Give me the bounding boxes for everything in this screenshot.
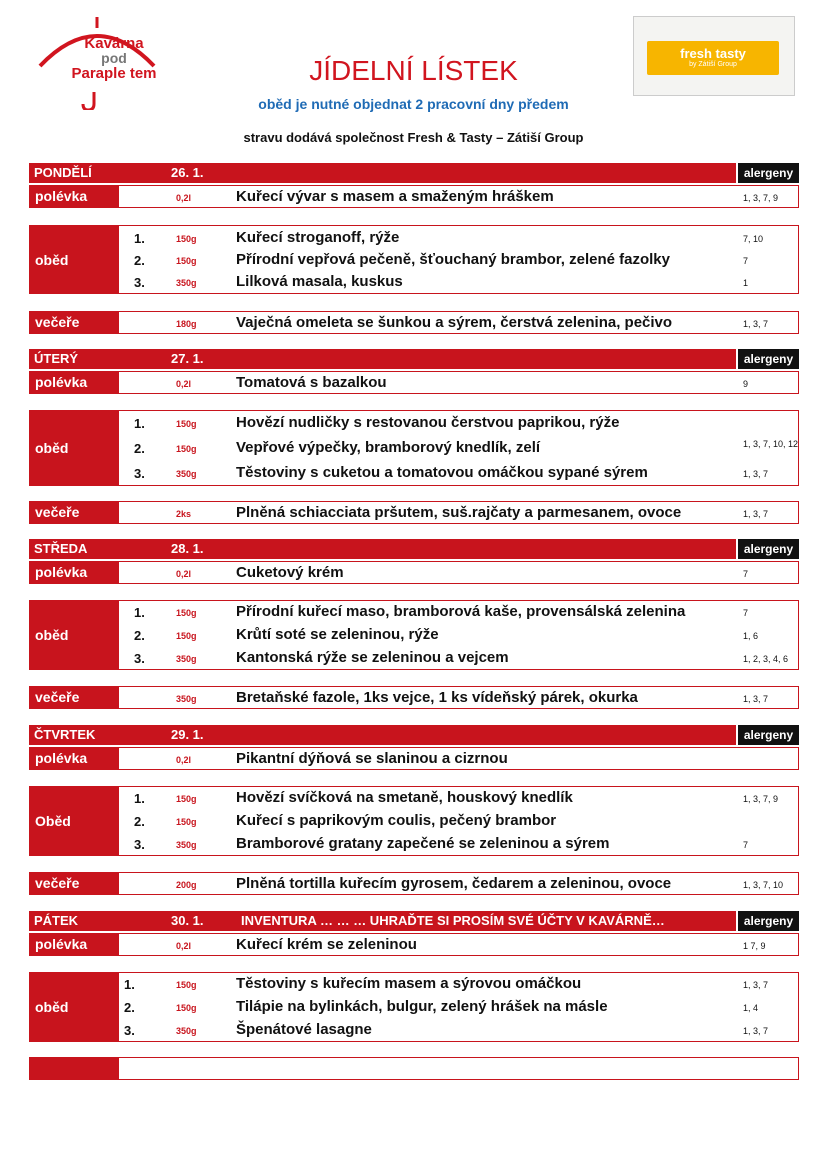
- allergen-codes: 7: [743, 608, 749, 618]
- empty-row-friday: [29, 1057, 799, 1080]
- portion: 150g: [176, 234, 197, 244]
- portion: 150g: [176, 1003, 197, 1013]
- dish-name: Bretaňské fazole, 1ks vejce, 1 ks vídeňský párek, okurka: [236, 689, 638, 706]
- dish-name: Špenátové lasagne: [236, 1021, 372, 1038]
- dish-name: Kuřecí stroganoff, rýže: [236, 229, 400, 246]
- day-note: INVENTURA … … … UHRAĎTE SI PROSÍM SVÉ ÚČTY V KAVÁRNĚ…: [241, 913, 665, 928]
- allergens-header: alergeny: [738, 725, 799, 745]
- partner-sub: by Zátiší Group: [689, 61, 737, 68]
- portion: 2ks: [176, 509, 192, 519]
- dish-name: Kuřecí krém se zeleninou: [236, 936, 417, 953]
- portion: 350g: [176, 654, 197, 664]
- dish-name: Hovězí svíčková na smetaně, houskový knedlík: [236, 789, 573, 806]
- list-item: [30, 1019, 798, 1041]
- dish-name: Vaječná omeleta se šunkou a sýrem, čerstvá zelenina, pečivo: [236, 314, 673, 331]
- item-number: 2.: [134, 253, 145, 268]
- item-number: 3.: [134, 466, 145, 481]
- portion: 0,2l: [176, 755, 192, 765]
- list-item: [30, 412, 798, 434]
- order-note: oběd je nutné objednat 2 pracovní dny předem: [258, 96, 569, 112]
- item-number: 1.: [134, 605, 145, 620]
- dish-name: Plněná tortilla kuřecím gyrosem, čedarem a zeleninou, ovoce: [236, 875, 672, 892]
- day-name: PONDĚLÍ: [34, 165, 92, 180]
- item-number: 1.: [134, 231, 145, 246]
- portion: 200g: [176, 880, 197, 890]
- lunch-block-friday: [29, 972, 799, 1042]
- item-number: 3.: [124, 1023, 135, 1038]
- item-number: 2.: [124, 1000, 135, 1015]
- dinner-row-wednesday: [29, 686, 799, 709]
- day-header-friday: [29, 911, 799, 931]
- dish-name: Cuketový krém: [236, 564, 344, 581]
- item-number: 1.: [134, 791, 145, 806]
- lunch-block-monday: [29, 225, 799, 294]
- portion: 0,2l: [176, 193, 192, 203]
- portion: 150g: [176, 419, 197, 429]
- list-item: [30, 647, 798, 669]
- lunch-label: oběd: [30, 226, 119, 293]
- day-bar: [29, 163, 736, 183]
- list-item: [30, 624, 798, 646]
- dish-name: Kantonská rýže se zeleninou a vejcem: [236, 649, 509, 666]
- dinner-label: večeře: [30, 687, 119, 708]
- list-item: [30, 462, 798, 484]
- allergens-header: alergeny: [738, 163, 799, 183]
- dinner-label: večeře: [30, 502, 119, 523]
- portion: 350g: [176, 278, 197, 288]
- list-item: [30, 249, 798, 271]
- allergen-codes: 1, 3, 7: [743, 469, 769, 479]
- allergen-codes: 1, 3, 7: [743, 1026, 769, 1036]
- day-bar: [29, 539, 736, 559]
- lunch-block-tuesday: [29, 410, 799, 486]
- allergen-codes: 1, 3, 7: [743, 980, 769, 990]
- list-item: [30, 810, 798, 832]
- portion: 180g: [176, 319, 197, 329]
- dish-name: Bramborové gratany zapečené se zeleninou a sýrem: [236, 835, 610, 852]
- soup-label: polévka: [30, 562, 119, 583]
- soup-row-tuesday: [29, 371, 799, 394]
- list-item: [30, 227, 798, 249]
- dish-name: Hovězí nudličky s restovanou čerstvou paprikou, rýže: [236, 414, 620, 431]
- item-number: 1.: [124, 977, 135, 992]
- dish-name: Těstoviny s kuřecím masem a sýrovou omáčkou: [236, 975, 582, 992]
- soup-label: polévka: [30, 186, 119, 207]
- day-bar: [29, 725, 736, 745]
- portion: 150g: [176, 256, 197, 266]
- allergen-codes: 7: [743, 840, 749, 850]
- day-date: 26. 1.: [171, 165, 204, 180]
- lunch-block-wednesday: [29, 600, 799, 670]
- allergen-codes: 9: [743, 379, 749, 389]
- allergen-codes: 1 7, 9: [743, 941, 766, 951]
- page-title: JÍDELNÍ LÍSTEK: [309, 55, 518, 86]
- logo-line-3: Paraple tem: [71, 65, 157, 82]
- dish-name: Krůtí soté se zeleninou, rýže: [236, 626, 439, 643]
- portion: 350g: [176, 469, 197, 479]
- dish-name: Přírodní kuřecí maso, bramborová kaše, provensálská zelenina: [236, 603, 686, 620]
- dinner-row-tuesday: [29, 501, 799, 524]
- dish-name: Lilková masala, kuskus: [236, 273, 403, 290]
- allergen-codes: 1, 3, 7: [743, 319, 769, 329]
- allergen-codes: 7, 10: [743, 234, 764, 244]
- lunch-label: Oběd: [30, 787, 119, 855]
- portion: 150g: [176, 631, 197, 641]
- day-date: 29. 1.: [171, 727, 204, 742]
- day-bar: [29, 349, 736, 369]
- allergen-codes: 1, 3, 7, 9: [743, 193, 779, 203]
- dinner-label: večeře: [30, 312, 119, 333]
- allergen-codes: 1, 3, 7, 10: [743, 880, 784, 890]
- lunch-label: oběd: [30, 601, 119, 669]
- list-item: [30, 996, 798, 1018]
- item-number: 2.: [134, 628, 145, 643]
- day-header-thursday: [29, 725, 799, 745]
- portion: 150g: [176, 444, 197, 454]
- dish-name: Tilápie na bylinkách, bulgur, zelený hrášek na másle: [236, 998, 608, 1015]
- list-item: [30, 601, 798, 623]
- allergen-codes: 1: [743, 278, 749, 288]
- list-item: [30, 787, 798, 809]
- item-number: 3.: [134, 275, 145, 290]
- portion: 350g: [176, 840, 197, 850]
- partner-name: fresh tasty: [680, 46, 746, 61]
- day-header-monday: [29, 163, 799, 183]
- item-number: 2.: [134, 441, 145, 456]
- dish-name: Tomatová s bazalkou: [236, 374, 387, 391]
- day-date: 30. 1.: [171, 913, 204, 928]
- day-header-wednesday: [29, 539, 799, 559]
- day-name: STŘEDA: [34, 541, 88, 556]
- allergen-codes: 7: [743, 256, 749, 266]
- item-number: 3.: [134, 837, 145, 852]
- dish-name: Kuřecí vývar s masem a smaženým hráškem: [236, 188, 554, 205]
- portion: 0,2l: [176, 941, 192, 951]
- allergens-header: alergeny: [738, 349, 799, 369]
- portion: 150g: [176, 608, 197, 618]
- allergen-codes: 7: [743, 569, 749, 579]
- dinner-row-monday: [29, 311, 799, 334]
- day-bar: [29, 911, 736, 931]
- portion: 350g: [176, 694, 197, 704]
- allergens-header: alergeny: [738, 539, 799, 559]
- allergens-header: alergeny: [738, 911, 799, 931]
- soup-label: polévka: [30, 748, 119, 769]
- list-item: [30, 833, 798, 855]
- portion: 0,2l: [176, 569, 192, 579]
- soup-row-wednesday: [29, 561, 799, 584]
- day-date: 28. 1.: [171, 541, 204, 556]
- portion: 150g: [176, 794, 197, 804]
- dish-name: Kuřecí s paprikovým coulis, pečený brambor: [236, 812, 557, 829]
- lunch-block-thursday: [29, 786, 799, 856]
- item-number: 2.: [134, 814, 145, 829]
- allergen-codes: 1, 3, 7: [743, 509, 769, 519]
- day-date: 27. 1.: [171, 351, 204, 366]
- allergen-codes: 1, 3, 7: [743, 694, 769, 704]
- supplier-note: stravu dodává společnost Fresh & Tasty – Zátiší Group: [243, 130, 584, 145]
- soup-row-thursday: [29, 747, 799, 770]
- day-name: ČTVRTEK: [34, 727, 96, 742]
- list-item: [30, 271, 798, 293]
- list-item: [30, 973, 798, 995]
- dinner-label: večeře: [30, 873, 119, 894]
- dish-name: Těstoviny s cuketou a tomatovou omáčkou sypané sýrem: [236, 464, 648, 481]
- lunch-label: oběd: [30, 973, 119, 1041]
- allergen-codes: 1, 3, 7, 9: [743, 794, 779, 804]
- soup-label: polévka: [30, 934, 119, 955]
- logo-line-1: Kavárna: [84, 35, 144, 52]
- allergen-codes: 1, 4: [743, 1003, 759, 1013]
- dinner-row-thursday: [29, 872, 799, 895]
- dish-name: Přírodní vepřová pečeně, šťouchaný brambor, zelené fazolky: [236, 251, 670, 268]
- dish-name: Pikantní dýňová se slaninou a cizrnou: [236, 750, 508, 767]
- day-header-tuesday: [29, 349, 799, 369]
- dish-name: Vepřové výpečky, bramborový knedlík, zelí: [236, 439, 541, 456]
- soup-label: polévka: [30, 372, 119, 393]
- portion: 150g: [176, 817, 197, 827]
- day-name: ÚTERÝ: [34, 351, 79, 366]
- item-number: 3.: [134, 651, 145, 666]
- day-name: PÁTEK: [34, 913, 79, 928]
- logo-line-2: pod: [101, 50, 127, 66]
- portion: 0,2l: [176, 379, 192, 389]
- list-item: [30, 437, 798, 459]
- lunch-label: oběd: [30, 411, 119, 485]
- portion: 350g: [176, 1026, 197, 1036]
- portion: 150g: [176, 980, 197, 990]
- soup-row-monday: [29, 185, 799, 208]
- dish-name: Plněná schiacciata pršutem, suš.rajčaty a parmesanem, ovoce: [236, 504, 682, 521]
- item-number: 1.: [134, 416, 145, 431]
- allergen-codes: 1, 6: [743, 631, 759, 641]
- soup-row-friday: [29, 933, 799, 956]
- allergen-codes: 1, 3, 7, 10, 12: [743, 439, 799, 449]
- empty-label: [30, 1058, 119, 1079]
- allergen-codes: 1, 2, 3, 4, 6: [743, 654, 789, 664]
